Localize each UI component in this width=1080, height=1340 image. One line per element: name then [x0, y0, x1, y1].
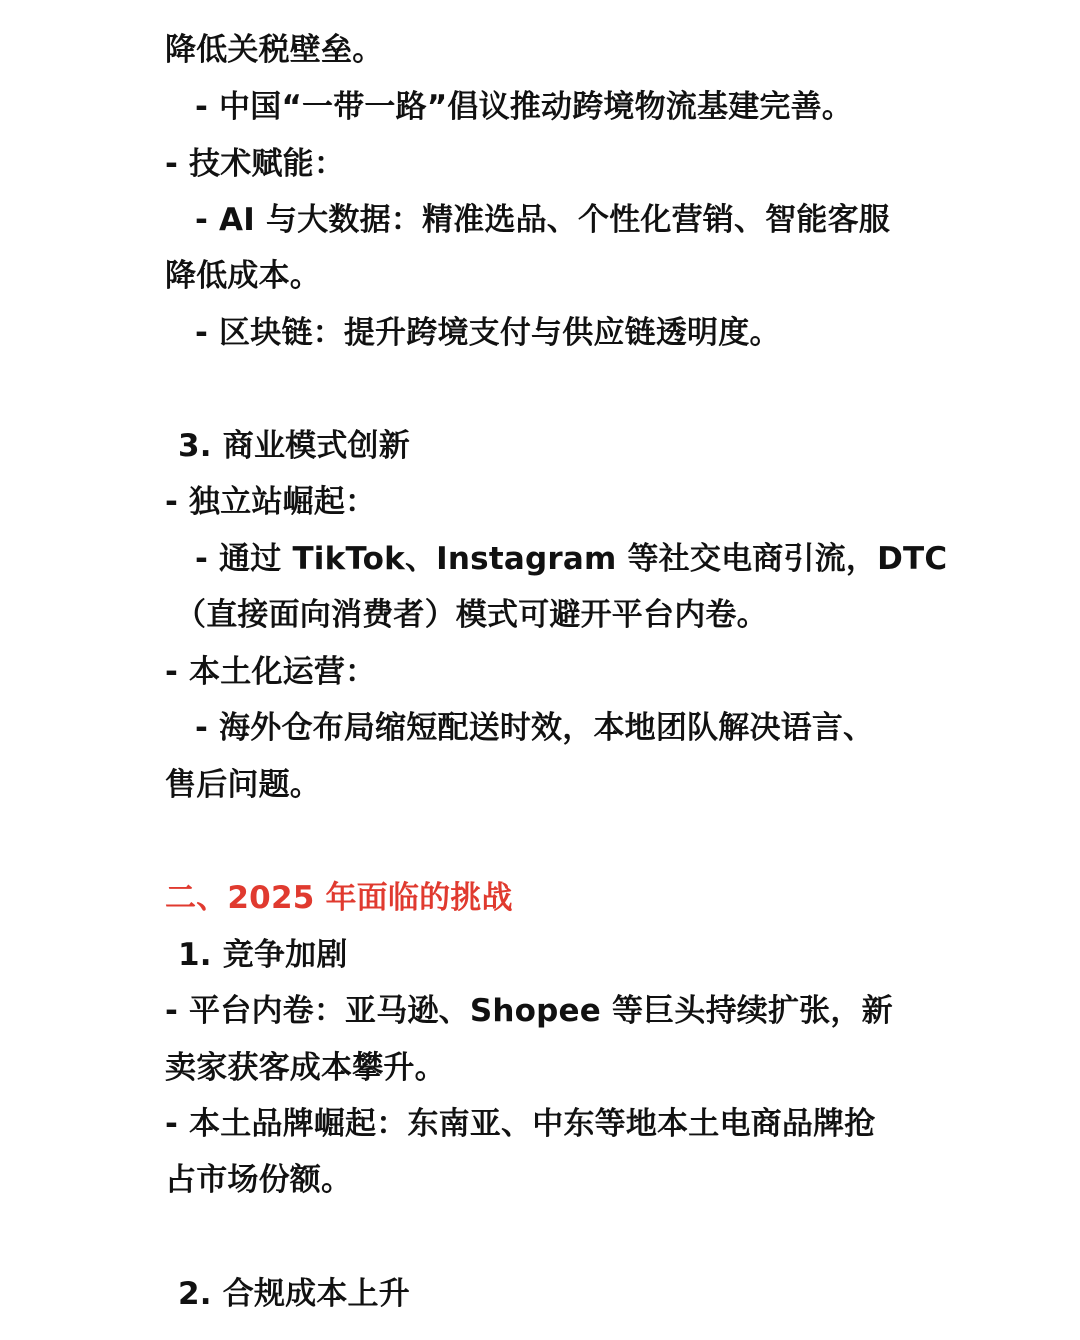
text-line-6: - 区块链：提升跨境支付与供应链透明度。 — [195, 315, 781, 351]
section-heading-challenges: 二、2025 年面临的挑战 — [165, 880, 513, 916]
text-line-15: - 本土品牌崛起：东南亚、中东等地本土电商品牌抢 — [165, 1106, 876, 1142]
text-line-8: - 通过 TikTok、Instagram 等社交电商引流，DTC — [195, 541, 948, 577]
text-line-11: - 海外仓布局缩短配送时效，本地团队解决语言、 — [195, 710, 875, 746]
blank-line-1 — [165, 362, 920, 419]
section-item-3: 3. 商业模式创新 — [178, 428, 410, 464]
text-line-2: - 中国“一带一路”倡议推动跨境物流基建完善。 — [195, 89, 854, 125]
text-line-14: 卖家获客成本攀升。 — [165, 1050, 446, 1086]
text-line-1: 降低关税壁垒。 — [165, 32, 384, 68]
text-line-13: - 平台内卷：亚马逊、Shopee 等巨头持续扩张，新 — [165, 993, 893, 1029]
blank-line-2 — [165, 813, 920, 870]
text-line-7: - 独立站崛起： — [165, 484, 377, 520]
text-line-10: - 本土化运营： — [165, 654, 377, 690]
section-item-1: 1. 竞争加剧 — [178, 937, 348, 973]
blank-line-3 — [165, 1209, 920, 1266]
text-line-3: - 技术赋能： — [165, 146, 346, 182]
text-line-16: 占市场份额。 — [165, 1162, 353, 1198]
section-item-2: 2. 合规成本上升 — [178, 1276, 410, 1312]
text-line-9: （直接面向消费者）模式可避开平台内卷。 — [175, 597, 768, 633]
text-line-5: 降低成本。 — [165, 258, 321, 294]
text-line-4: - AI 与大数据：精准选品、个性化营销、智能客服 — [195, 202, 890, 238]
text-line-12: 售后问题。 — [165, 767, 321, 803]
